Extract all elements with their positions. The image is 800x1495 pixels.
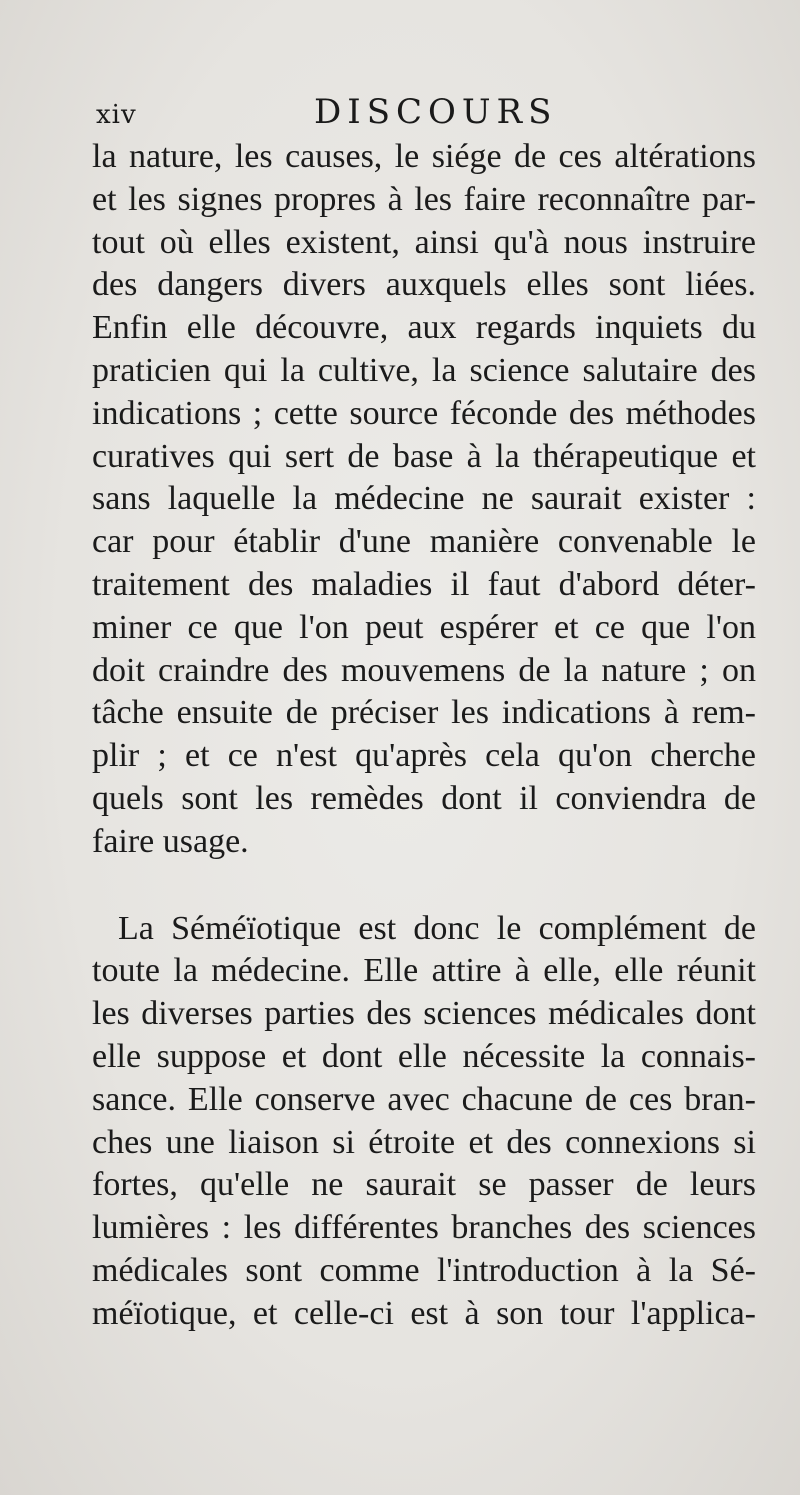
text-line: les diverses parties des sciences médicales dont: [92, 995, 756, 1033]
text-line: lumières : les différentes branches des sciences: [92, 1209, 756, 1247]
text-line: La Séméïotique est donc le complément de: [118, 909, 756, 947]
page-number: xiv: [96, 100, 137, 130]
text-line: miner ce que l'on peut espérer et ce que l'on: [92, 608, 756, 646]
text-line: et les signes propres à les faire reconnaître par-: [92, 180, 756, 218]
text-line: quels sont les remèdes dont il conviendra de: [92, 779, 756, 817]
text-line: fortes, qu'elle ne saurait se passer de leurs: [92, 1166, 756, 1204]
text-line: praticien qui la cultive, la science salutaire des: [92, 351, 756, 389]
body-text: [92, 136, 756, 1336]
text-line: plir ; et ce n'est qu'après cela qu'on cherche: [92, 737, 756, 775]
page-header: [96, 92, 736, 142]
text-line: méïotique, et celle-ci est à son tour l'applica-: [92, 1294, 756, 1332]
text-line: faire usage.: [92, 822, 249, 860]
text-line: traitement des maladies il faut d'abord déter-: [92, 565, 756, 603]
paragraph-gap: [92, 864, 756, 908]
text-line: sance. Elle conserve avec chacune de ces bran-: [92, 1080, 756, 1118]
text-line: tout où elles existent, ainsi qu'à nous instruire: [92, 223, 756, 261]
text-line: elle suppose et dont elle nécessite la connais-: [92, 1037, 756, 1075]
paragraph-2: [92, 908, 756, 1336]
text-line: doit craindre des mouvemens de la nature ; on: [92, 651, 756, 689]
text-line: des dangers divers auxquels elles sont liées.: [92, 266, 756, 304]
text-line: tâche ensuite de préciser les indications à rem-: [92, 694, 756, 732]
text-line: car pour établir d'une manière convenable le: [92, 523, 756, 561]
text-line: médicales sont comme l'introduction à la Sé-: [92, 1251, 756, 1289]
text-line: la nature, les causes, le siége de ces altérations: [92, 138, 756, 175]
text-line: Enfin elle découvre, aux regards inquiets du: [92, 309, 756, 347]
text-line: ches une liaison si étroite et des connexions si: [92, 1123, 756, 1161]
text-line: toute la médecine. Elle attire à elle, elle réunit: [92, 952, 756, 990]
paragraph-1: [92, 136, 756, 864]
text-line: sans laquelle la médecine ne saurait exister :: [92, 480, 756, 518]
text-line: curatives qui sert de base à la thérapeutique et: [92, 437, 756, 475]
text-line: indications ; cette source féconde des méthodes: [92, 394, 756, 432]
running-title: DISCOURS: [314, 92, 558, 132]
